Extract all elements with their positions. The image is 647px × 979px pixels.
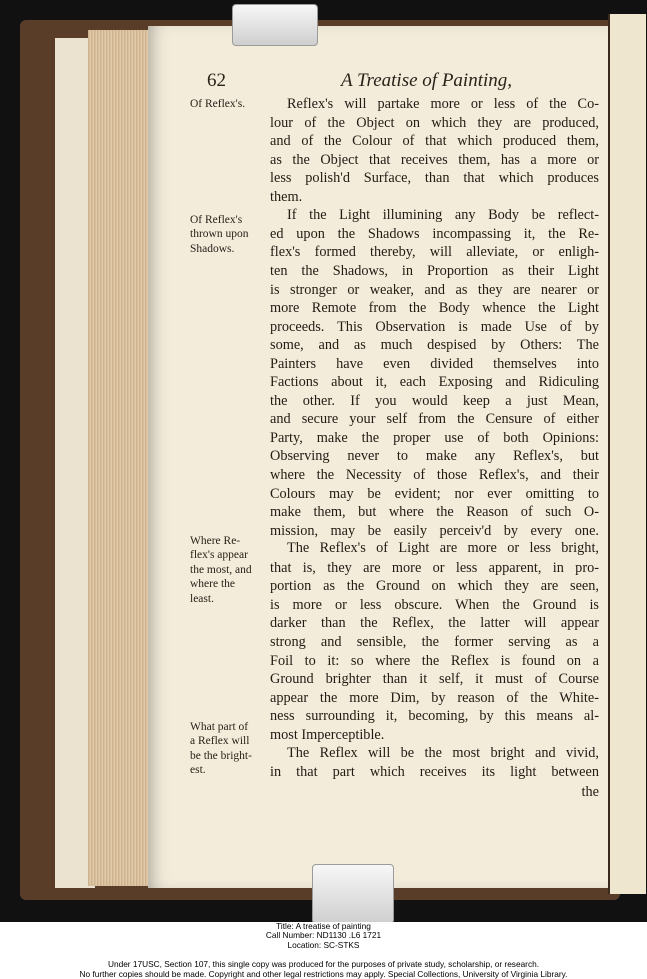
library-footer xyxy=(0,921,647,979)
text-line: Reflex's will partake more or less of the Co- xyxy=(287,96,599,112)
text-line: and of the Colour of that which produced them, xyxy=(270,133,599,150)
side-note: Of Reflex's thrown upon Shadows. xyxy=(190,214,249,255)
text-line: most Imperceptible. xyxy=(270,726,385,743)
side-note: Where Re- flex's appear the most, and where the least. xyxy=(190,535,252,605)
page-block xyxy=(88,30,151,886)
text-line: some, and as much despised by Others: The xyxy=(270,337,599,354)
text-line: appear the more Dim, by reason of the White- xyxy=(270,689,599,706)
footer-notice: Under 17USC, Section 107, this single copy was produced for the purposes of private study, scholarship, or research. xyxy=(107,959,540,970)
page-number: 62 xyxy=(207,70,226,91)
footer-call-number: Call Number: ND1130 .L6 1721 xyxy=(265,930,382,941)
text-line: lour of the Object on which they are produced, xyxy=(270,114,599,131)
footer-title: Title: A treatise of painting xyxy=(276,921,371,931)
text-line: If the Light illumining any Body be reflect- xyxy=(287,207,599,224)
running-title: A Treatise of Painting, xyxy=(341,70,513,91)
text-line: ness surrounding it, becoming, by this means al- xyxy=(270,708,599,725)
bottom-page-clip xyxy=(312,864,394,922)
top-page-clip xyxy=(232,4,318,46)
text-line: where the Necessity of those Reflex's, and their xyxy=(270,467,599,483)
footer-notice: No further copies should be made. Copyright and other legal restrictions may apply. Special Collections, University of Virginia Library. xyxy=(79,968,568,979)
text-line: darker than the Reflex, the latter will appear xyxy=(270,615,599,632)
text-line: the xyxy=(581,784,599,801)
text-line: Foil to it: so where the Reflex is found on a xyxy=(270,652,599,669)
text-line: as the Object that receives them, has a more or xyxy=(270,151,599,168)
text-line: them. xyxy=(270,188,303,205)
text-line: is stronger or weaker, and as they are nearer or xyxy=(270,281,599,298)
text-line: the other. If you would keep a just Mean, xyxy=(270,392,599,409)
text-line: portion as the Ground on which they are seen, xyxy=(270,578,599,595)
text-line: strong and sensible, the former serving as a xyxy=(270,633,599,650)
text-line: flex's formed thereby, will alleviate, or enligh- xyxy=(270,244,599,261)
side-note: Of Reflex's. xyxy=(190,98,246,110)
text-line: ten the Shadows, in Proportion as their Light xyxy=(270,262,599,279)
text-line: make them, but where the Reason of such O- xyxy=(270,504,599,521)
text-line: Colours may be evident; nor ever omitting to xyxy=(270,485,599,502)
text-line: The Reflex will be the most bright and vivid, xyxy=(287,745,599,762)
text-line: proceeds. This Observation is made Use of by xyxy=(270,318,599,335)
text-line: Painters have even divided themselves into xyxy=(270,355,599,372)
text-line: and secure your self from the Censure of either xyxy=(270,411,599,428)
facing-page-edge xyxy=(608,14,646,894)
text-line: Ground brighter than it self, it must of Course xyxy=(270,671,599,688)
text-line: The Reflex's of Light are more or less bright, xyxy=(287,540,599,557)
text-line: that is, they are more or less apparent, in pro- xyxy=(270,559,599,576)
footer-location: Location: SC-STKS xyxy=(287,939,360,950)
text-line: in that part which receives its light between xyxy=(270,763,599,780)
side-note: What part of a Reflex will be the bright- est. xyxy=(190,721,252,777)
text-line: Party, make the proper use of both Opinions: xyxy=(270,429,599,446)
text-line: Factions about it, each Exposing and Ridiculing xyxy=(270,374,599,391)
text-line: mission, may be easily perceiv'd by every one. xyxy=(270,522,599,539)
text-line: more Remote from the Body whence the Light xyxy=(270,300,599,317)
text-line: ed upon the Shadows incompassing it, the Re- xyxy=(270,225,599,242)
text-line: Observing never to make any Reflex's, but xyxy=(270,448,599,465)
text-line: less polish'd Surface, than that which produces xyxy=(270,170,599,187)
text-line: is more or less obscure. When the Ground is xyxy=(270,596,599,613)
